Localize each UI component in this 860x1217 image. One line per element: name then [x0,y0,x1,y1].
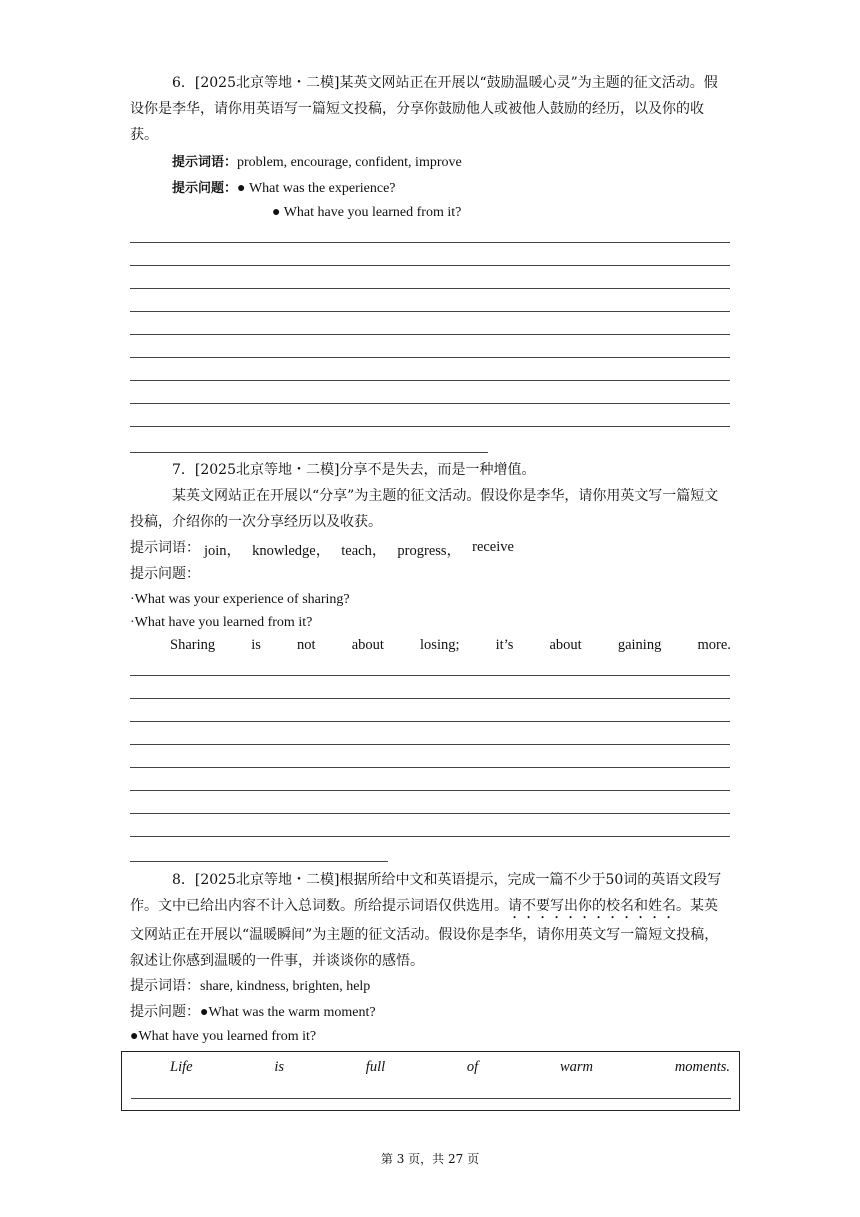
starter-word: is [274,1059,285,1075]
writing-line [130,813,730,814]
starter-word: of [466,1059,479,1075]
page-footer: 第 3 页，共 27 页 [380,1152,480,1166]
q8-q1: ●What was the warm moment? [200,1005,376,1020]
starter-word: losing; [420,637,460,653]
writing-line [130,836,730,837]
starter-word: warm [559,1059,594,1075]
q7-hint-q-label: 提示问题： [130,566,200,582]
writing-line [130,426,730,427]
q8-answer-box[interactable] [121,1051,740,1111]
starter-word: it’s [495,637,514,653]
writing-line [130,311,730,312]
starter-word: more. [697,637,731,653]
hint-word: receive [472,539,514,555]
q8-prompt [130,867,730,974]
q6-prompt: 6．[2025北京等地・二模]某英文网站正在开展以“鼓励温暖心灵”为主题的征文活动。假设你是李华，请你用英语写一篇短文投稿，分享你鼓励他人或被他人鼓励的经历，以及你的收获。 [130,75,718,143]
q8-q2: ●What have you learned from it? [130,1029,317,1044]
q8-prompt-emphasis: 请不要写出你的校名和姓名 [508,898,676,914]
q7-q2: ·What have you learned from it? [130,615,313,630]
q7-starter-sentence [170,637,731,654]
starter-word: about [549,637,582,653]
hint-word: progress， [397,543,462,559]
q7-title: 7．[2025北京等地・二模]分享不是失去，而是一种增值。 [172,462,536,478]
starter-word: Sharing [170,637,216,653]
q8-starter-sentence [170,1059,730,1076]
q8-hint-words-label: 提示词语： [130,978,200,994]
writing-line [130,380,730,381]
writing-line [130,265,730,266]
q6-hint-words-text: problem, encourage, confident, improve [237,155,462,170]
writing-line [130,452,488,453]
starter-word: gaining [617,637,662,653]
q6-hint-q-label: 提示问题： [172,181,238,196]
writing-line [130,288,730,289]
q8-hint-q-label: 提示问题： [130,1004,200,1020]
writing-line [130,790,730,791]
starter-word: about [351,637,384,653]
q7-hint-words [130,538,200,558]
starter-word: moments. [674,1059,730,1075]
q8-prompt-part-a: 8．[2025北京等地・二模]根据所给中文和英语提示，完成一篇不少于50词的英语文段写作。文中已给出内容不计入总词数。所给提示词语仅供选用。 [130,872,722,914]
writing-line [130,242,730,243]
starter-word: Life [170,1059,193,1075]
writing-line [130,861,388,862]
writing-line [130,744,730,745]
q8-hint-words-text: share, kindness, brighten, help [200,979,371,994]
hint-word: teach， [341,543,387,559]
writing-line [130,767,730,768]
writing-line [130,675,730,676]
q6-q2: ● What have you learned from it? [272,205,462,220]
q7-hint-words-label: 提示词语： [130,540,200,556]
q8-hint-words [130,976,370,997]
hint-word: knowledge， [252,543,331,559]
starter-word: not [297,637,316,653]
writing-line [130,403,730,404]
hint-word: join， [204,543,242,559]
q8-hint-question-1 [130,1002,376,1023]
writing-line [130,357,730,358]
starter-word: full [365,1059,386,1075]
q7-hint-words-list [204,539,514,560]
starter-word: is [251,637,261,653]
q7-q1: ·What was your experience of sharing? [130,592,350,607]
q8-prompt-part-b: 。某英文网站正在开展以“温暖瞬间”为主题的征文活动。假设你是李华，请你用英文写一篇短文投稿，叙述让你感到温暖的一件事，并谈谈你的感悟。 [130,898,719,969]
q6-hint-question-1 [172,178,396,199]
writing-line [130,721,730,722]
writing-line [130,698,730,699]
q7-prompt: 某英文网站正在开展以“分享”为主题的征文活动。假设你是李华，请你用英文写一篇短文投稿，介绍你的一次分享经历以及收获。 [130,488,719,530]
q6-hint-words-label: 提示词语： [172,155,238,170]
q6-hint-words [172,152,462,173]
q6-q1: ● What was the experience? [237,181,396,196]
writing-line [130,334,730,335]
writing-line [131,1098,731,1099]
